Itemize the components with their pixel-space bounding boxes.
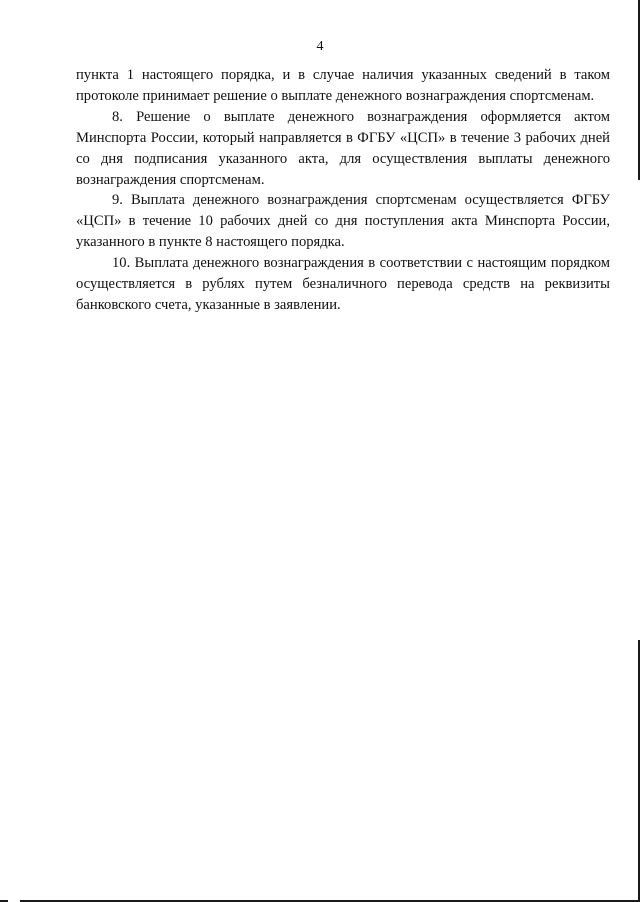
paragraph-item-10: 10. Выплата денежного вознаграждения в соответствии с настоящим порядком осуществляется в рублях путем безналичного перевода средств на реквизиты банковского счета, указанные в заявлении. — [76, 255, 610, 313]
page-number: 4 — [316, 39, 324, 54]
paragraph-item-8: 8. Решение о выплате денежного вознаграждения оформляется актом Минспорта России, который направляется в ФГБУ «ЦСП» в течение 3 рабочих дней со дня подписания указанного акта, для осуществления выплаты денежного вознаграждения спортсменам. — [76, 108, 610, 188]
paragraph-item-9: 9. Выплата денежного вознаграждения спортсменам осуществляется ФГБУ «ЦСП» в течение 10 рабочих дней со дня поступления акта Минспорта России, указанного в пункте 8 настоящего порядка. — [76, 192, 610, 251]
document-body — [76, 65, 610, 316]
paragraph-continuation: пункта 1 настоящего порядка, и в случае наличия указанных сведений в таком протоколе принимает решение о выплате денежного вознаграждения спортсменам. — [76, 67, 610, 104]
